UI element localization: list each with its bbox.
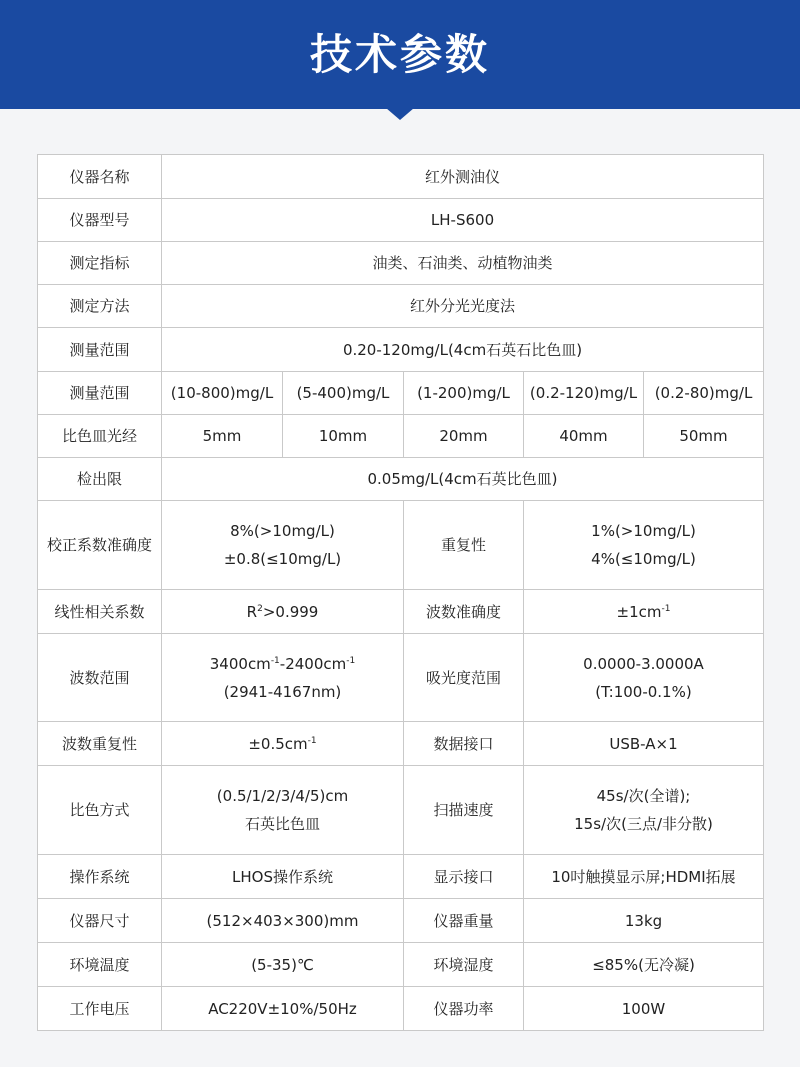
table-row bbox=[38, 501, 764, 590]
spec-value: 10吋触摸显示屏;HDMI拓展 bbox=[524, 855, 764, 899]
superscript: 2 bbox=[257, 603, 263, 614]
value-line: (T:100-0.1%) bbox=[595, 682, 692, 701]
spec-value bbox=[162, 634, 404, 722]
value-text: >0.999 bbox=[262, 602, 319, 621]
value-text: -2400cm bbox=[279, 654, 347, 673]
value-text: 3400cm bbox=[209, 654, 271, 673]
spec-label: 测量范围 bbox=[38, 372, 162, 415]
value-line bbox=[164, 650, 401, 678]
cell-path-cell: 50mm bbox=[644, 415, 764, 458]
cell-path-cell: 20mm bbox=[404, 415, 524, 458]
cell-path-cell: 5mm bbox=[162, 415, 283, 458]
value-text: R bbox=[246, 602, 258, 621]
page-title: 技术参数 bbox=[309, 29, 490, 79]
spec-label: 仪器名称 bbox=[38, 155, 162, 199]
spec-value bbox=[162, 501, 404, 590]
spec-label: 仪器功率 bbox=[404, 987, 524, 1031]
spec-value: LHOS操作系统 bbox=[162, 855, 404, 899]
range-cell: (1-200)mg/L bbox=[404, 372, 524, 415]
spec-table bbox=[37, 154, 764, 1031]
spec-value: USB-A×1 bbox=[524, 722, 764, 766]
spec-label: 仪器型号 bbox=[38, 199, 162, 242]
spec-value: 0.05mg/L(4cm石英比色皿) bbox=[162, 458, 764, 501]
banner-pointer bbox=[386, 108, 414, 120]
spec-label: 比色皿光经 bbox=[38, 415, 162, 458]
value-line: 1%(>10mg/L) bbox=[591, 522, 696, 540]
table-row bbox=[38, 285, 764, 328]
table-row bbox=[38, 899, 764, 943]
range-cell: (0.2-120)mg/L bbox=[524, 372, 644, 415]
value-line: (0.5/1/2/3/4/5)cm bbox=[216, 787, 349, 805]
superscript: -1 bbox=[270, 655, 280, 666]
value-text: ±0.5cm bbox=[248, 734, 308, 753]
spec-value: (5-35)℃ bbox=[162, 943, 404, 987]
spec-value: ≤85%(无冷凝) bbox=[524, 943, 764, 987]
table-row bbox=[38, 855, 764, 899]
value-line: 15s/次(三点/非分散) bbox=[574, 815, 713, 833]
spec-value: 100W bbox=[524, 987, 764, 1031]
spec-value: 油类、石油类、动植物油类 bbox=[162, 242, 764, 285]
table-row bbox=[38, 242, 764, 285]
spec-label: 波数范围 bbox=[38, 634, 162, 722]
spec-value bbox=[524, 501, 764, 590]
value-line: 8%(>10mg/L) bbox=[230, 522, 335, 540]
spec-label: 线性相关系数 bbox=[38, 590, 162, 634]
spec-label: 仪器重量 bbox=[404, 899, 524, 943]
spec-label: 测量范围 bbox=[38, 328, 162, 372]
cell-path-cell: 40mm bbox=[524, 415, 644, 458]
table-row bbox=[38, 155, 764, 199]
superscript: -1 bbox=[307, 735, 317, 746]
spec-value bbox=[524, 634, 764, 722]
spec-label: 环境湿度 bbox=[404, 943, 524, 987]
table-row bbox=[38, 766, 764, 855]
spec-label: 检出限 bbox=[38, 458, 162, 501]
value-line: 4%(≤10mg/L) bbox=[591, 550, 696, 568]
spec-value: 0.20-120mg/L(4cm石英石比色皿) bbox=[162, 328, 764, 372]
spec-label: 工作电压 bbox=[38, 987, 162, 1031]
spec-label: 环境温度 bbox=[38, 943, 162, 987]
table-row bbox=[38, 722, 764, 766]
superscript: -1 bbox=[346, 655, 356, 666]
spec-label: 波数准确度 bbox=[404, 590, 524, 634]
value-line: 45s/次(全谱); bbox=[596, 787, 691, 805]
value-line: (2941-4167nm) bbox=[223, 682, 342, 701]
spec-label: 数据接口 bbox=[404, 722, 524, 766]
spec-label: 吸光度范围 bbox=[404, 634, 524, 722]
spec-value: (512×403×300)mm bbox=[162, 899, 404, 943]
range-cell: (5-400)mg/L bbox=[283, 372, 404, 415]
value-line: 0.0000-3.0000A bbox=[583, 654, 704, 673]
value-line: ±0.8(≤10mg/L) bbox=[223, 550, 342, 568]
spec-value: 13kg bbox=[524, 899, 764, 943]
spec-value: AC220V±10%/50Hz bbox=[162, 987, 404, 1031]
table-row bbox=[38, 328, 764, 372]
range-cell: (10-800)mg/L bbox=[162, 372, 283, 415]
spec-label: 校正系数准确度 bbox=[38, 501, 162, 590]
value-line: 石英比色皿 bbox=[244, 815, 320, 833]
table-row bbox=[38, 458, 764, 501]
header-banner bbox=[0, 0, 800, 109]
table-row bbox=[38, 590, 764, 634]
range-cell: (0.2-80)mg/L bbox=[644, 372, 764, 415]
spec-value bbox=[162, 722, 404, 766]
spec-value bbox=[524, 766, 764, 855]
spec-label: 扫描速度 bbox=[404, 766, 524, 855]
cell-path-cell: 10mm bbox=[283, 415, 404, 458]
spec-value: LH-S600 bbox=[162, 199, 764, 242]
table-row bbox=[38, 943, 764, 987]
table-row bbox=[38, 415, 764, 458]
value-text: ±1cm bbox=[616, 602, 662, 621]
superscript: -1 bbox=[661, 603, 671, 614]
table-row bbox=[38, 634, 764, 722]
spec-label: 仪器尺寸 bbox=[38, 899, 162, 943]
spec-value bbox=[162, 590, 404, 634]
table-row bbox=[38, 987, 764, 1031]
table-row bbox=[38, 372, 764, 415]
spec-label: 测定指标 bbox=[38, 242, 162, 285]
spec-label: 波数重复性 bbox=[38, 722, 162, 766]
spec-label: 测定方法 bbox=[38, 285, 162, 328]
spec-label: 重复性 bbox=[404, 501, 524, 590]
spec-value: 红外测油仪 bbox=[162, 155, 764, 199]
table-row bbox=[38, 199, 764, 242]
spec-label: 显示接口 bbox=[404, 855, 524, 899]
spec-label: 比色方式 bbox=[38, 766, 162, 855]
spec-value bbox=[162, 766, 404, 855]
spec-value: 红外分光光度法 bbox=[162, 285, 764, 328]
spec-value bbox=[524, 590, 764, 634]
spec-label: 操作系统 bbox=[38, 855, 162, 899]
